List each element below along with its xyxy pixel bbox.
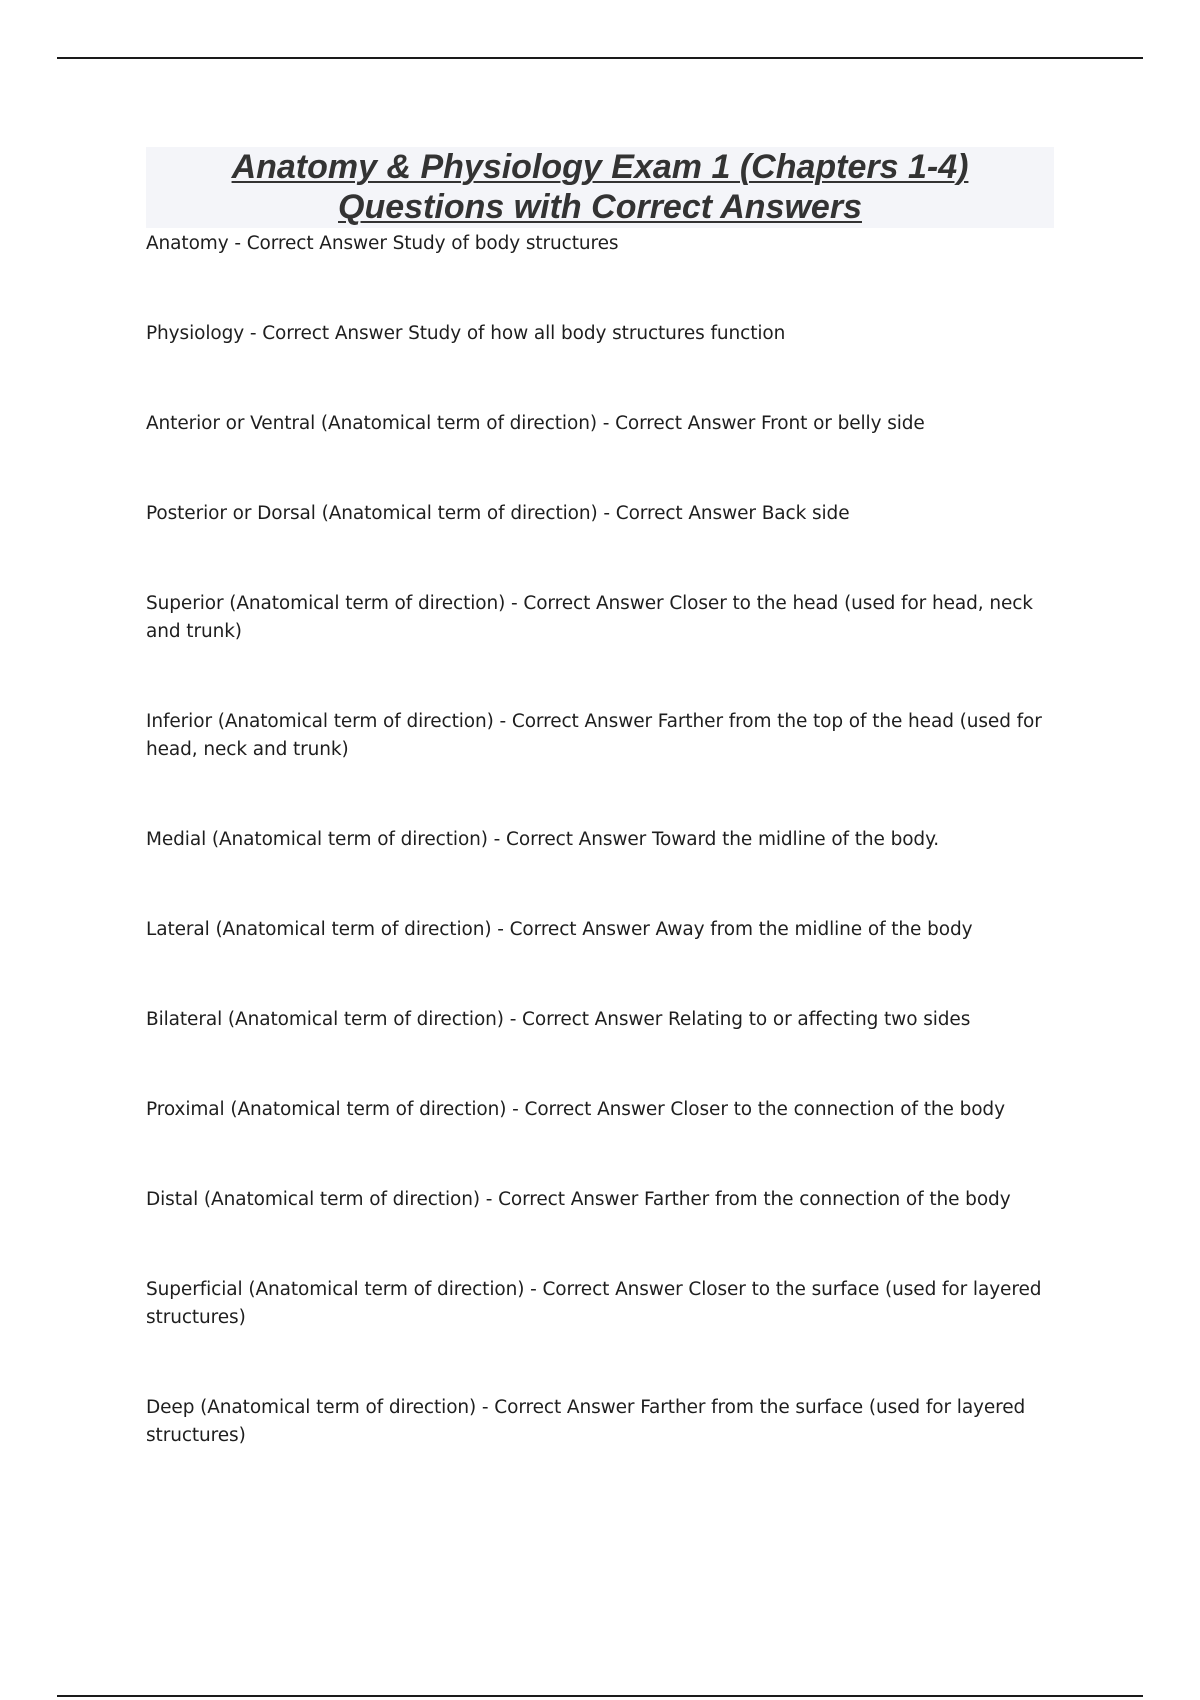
qa-item-distal: Distal (Anatomical term of direction) - Correct Answer Farther from the connection of the body: [146, 1189, 1011, 1210]
qa-item-superficial: Superficial (Anatomical term of direction) - Correct Answer Closer to the surface (used for layered structures): [146, 1279, 1042, 1328]
top-rule: [57, 57, 1143, 59]
qa-item-medial: Medial (Anatomical term of direction) - Correct Answer Toward the midline of the body.: [146, 829, 940, 850]
qa-item-deep: Deep (Anatomical term of direction) - Correct Answer Farther from the surface (used for layered structures): [146, 1397, 1026, 1446]
qa-item-inferior: Inferior (Anatomical term of direction) - Correct Answer Farther from the top of the head (used for head, neck and trunk): [146, 711, 1042, 760]
title-line-2: Questions with Correct Answers: [338, 188, 862, 226]
qa-item-posterior: Posterior or Dorsal (Anatomical term of direction) - Correct Answer Back side: [146, 503, 850, 524]
title-line-1: Anatomy & Physiology Exam 1 (Chapters 1-4): [231, 148, 969, 186]
qa-item-proximal: Proximal (Anatomical term of direction) - Correct Answer Closer to the connection of the body: [146, 1099, 1005, 1120]
qa-item-physiology: Physiology - Correct Answer Study of how all body structures function: [146, 323, 786, 344]
qa-item-anterior: Anterior or Ventral (Anatomical term of direction) - Correct Answer Front or belly side: [146, 413, 925, 434]
bottom-rule: [57, 1695, 1143, 1697]
document-title: [146, 147, 1054, 228]
qa-list: [146, 230, 1066, 1450]
qa-item-lateral: Lateral (Anatomical term of direction) - Correct Answer Away from the midline of the body: [146, 919, 973, 940]
qa-item-bilateral: Bilateral (Anatomical term of direction) - Correct Answer Relating to or affecting two sides: [146, 1009, 971, 1030]
qa-item-anatomy: Anatomy - Correct Answer Study of body structures: [146, 233, 619, 254]
qa-item-superior: Superior (Anatomical term of direction) - Correct Answer Closer to the head (used for head, neck and trunk): [146, 593, 1033, 642]
